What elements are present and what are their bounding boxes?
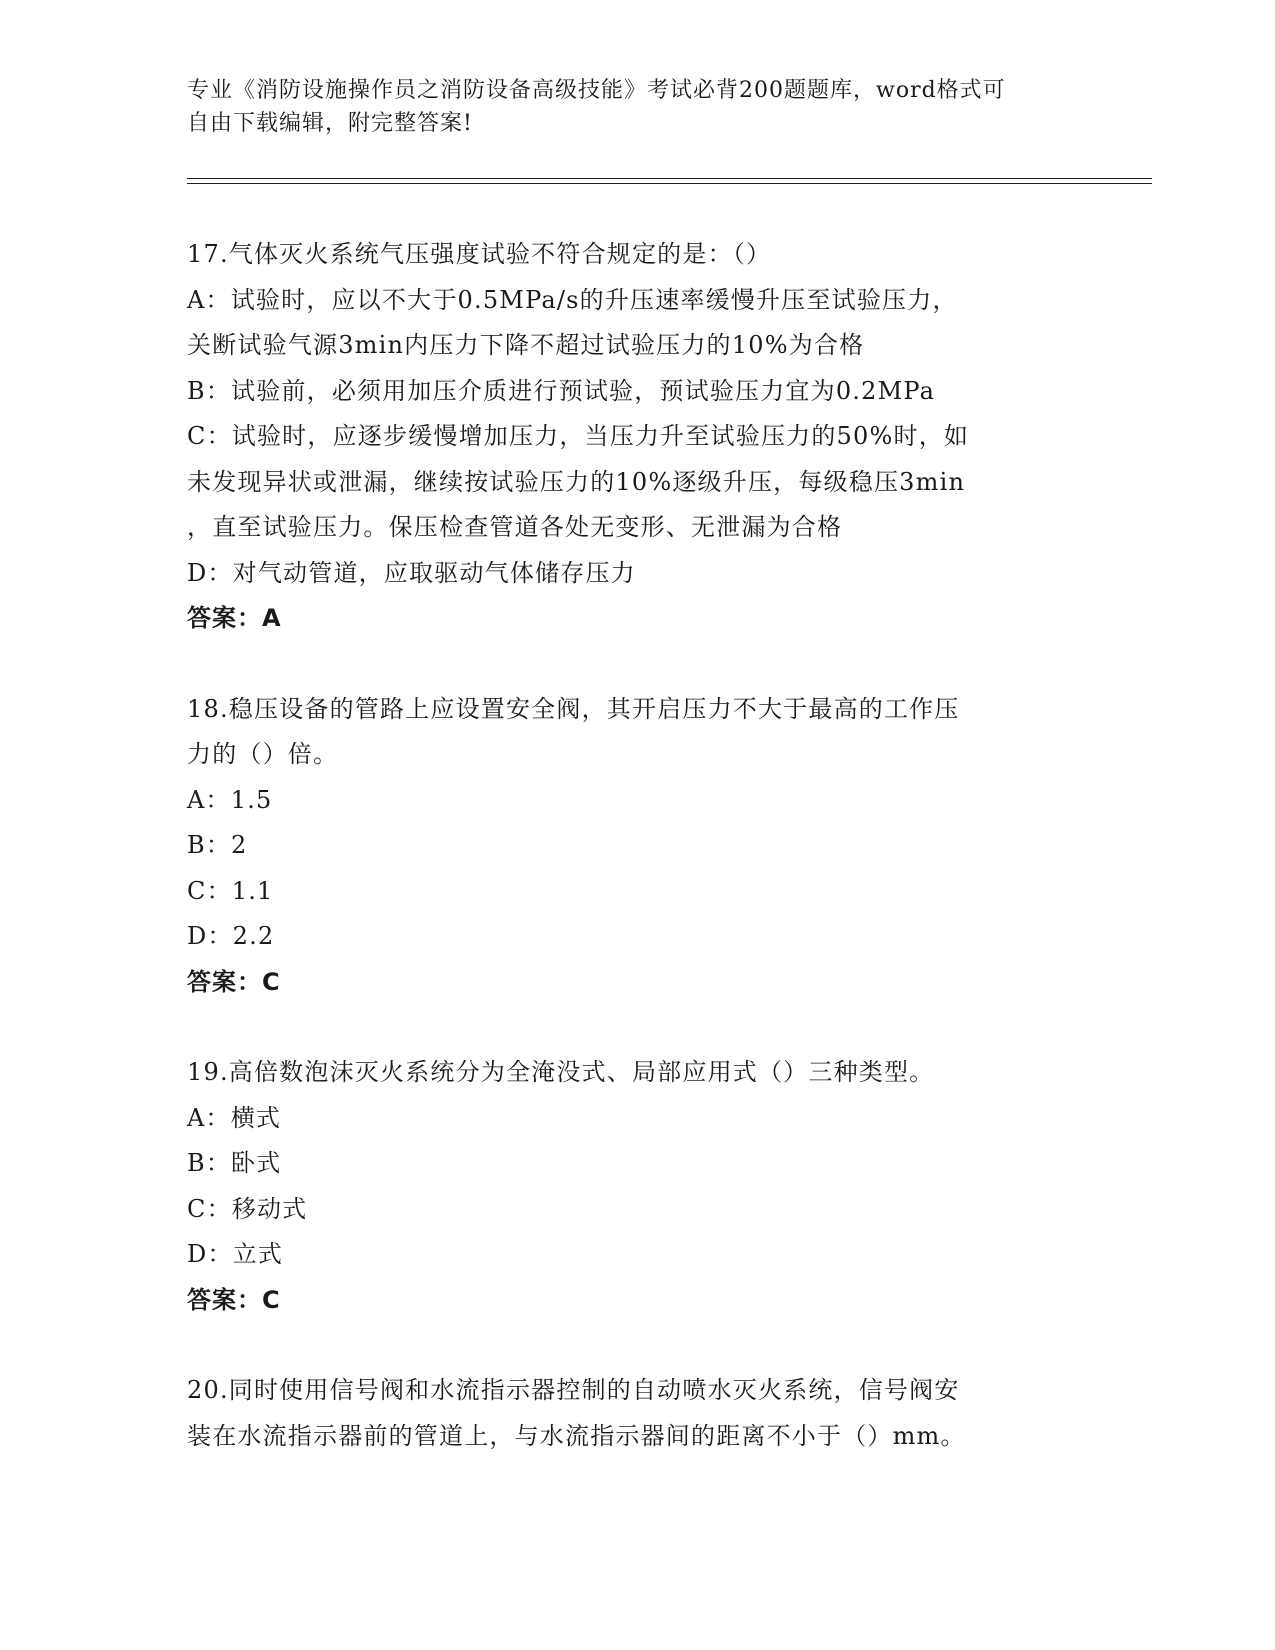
option-b: B：试验前，必须用加压介质进行预试验，预试验压力宜为0.2MPa xyxy=(187,376,936,405)
question-text: 18.稳压设备的管路上应设置安全阀，其开启压力不大于最高的工作压 xyxy=(187,694,960,723)
option-c: C：试验时，应逐步缓慢增加压力，当压力升至试验压力的50%时，如 xyxy=(187,422,970,450)
question-text-continued: 力的（）倍。 xyxy=(187,740,339,768)
question-20 xyxy=(187,1368,1087,1459)
document-header xyxy=(187,74,1087,140)
question-17 xyxy=(187,232,1087,642)
question-list xyxy=(187,232,1087,1459)
option-d: D：立式 xyxy=(187,1240,284,1268)
option-a: A：1.5 xyxy=(187,785,273,814)
answer: 答案：A xyxy=(187,604,282,632)
question-text: 17.气体灭火系统气压强度试验不符合规定的是：（） xyxy=(187,240,772,268)
option-a: A：横式 xyxy=(187,1103,282,1132)
option-c-continued: 未发现异状或泄漏，继续按试验压力的10%逐级升压，每级稳压3min xyxy=(187,467,966,496)
header-divider-bottom xyxy=(187,183,1152,184)
option-c: C：移动式 xyxy=(187,1194,308,1223)
option-b: B：2 xyxy=(187,831,248,859)
option-c-continued-2: ，直至试验压力。保压检查管道各处无变形、无泄漏为合格 xyxy=(187,513,843,541)
option-a-continued: 关断试验气源3min内压力下降不超过试验压力的10%为合格 xyxy=(187,331,865,359)
option-d: D：对气动管道，应取驱动气体储存压力 xyxy=(187,558,636,587)
question-18 xyxy=(187,687,1087,1006)
question-19 xyxy=(187,1050,1087,1323)
option-c: C：1.1 xyxy=(187,876,274,905)
header-divider-top xyxy=(187,178,1152,179)
header-line-1: 专业《消防设施操作员之消防设备高级技能》考试必背200题题库，word格式可 xyxy=(187,78,1006,103)
spacer xyxy=(187,1005,1087,1050)
spacer xyxy=(187,642,1087,687)
question-text: 19.高倍数泡沫灭火系统分为全淹没式、局部应用式（）三种类型。 xyxy=(187,1058,935,1086)
option-d: D：2.2 xyxy=(187,922,275,950)
answer: 答案：C xyxy=(187,967,281,996)
option-b: B：卧式 xyxy=(187,1149,282,1177)
header-line-2: 自由下载编辑，附完整答案! xyxy=(187,111,473,136)
question-text-continued: 装在水流指示器前的管道上，与水流指示器间的距离不小于（）mm。 xyxy=(187,1421,966,1450)
spacer xyxy=(187,1323,1087,1368)
answer: 答案：C xyxy=(187,1285,281,1314)
option-a: A：试验时，应以不大于0.5MPa/s的升压速率缓慢升压至试验压力， xyxy=(187,285,958,314)
question-text: 20.同时使用信号阀和水流指示器控制的自动喷水灭火系统，信号阀安 xyxy=(187,1376,960,1404)
